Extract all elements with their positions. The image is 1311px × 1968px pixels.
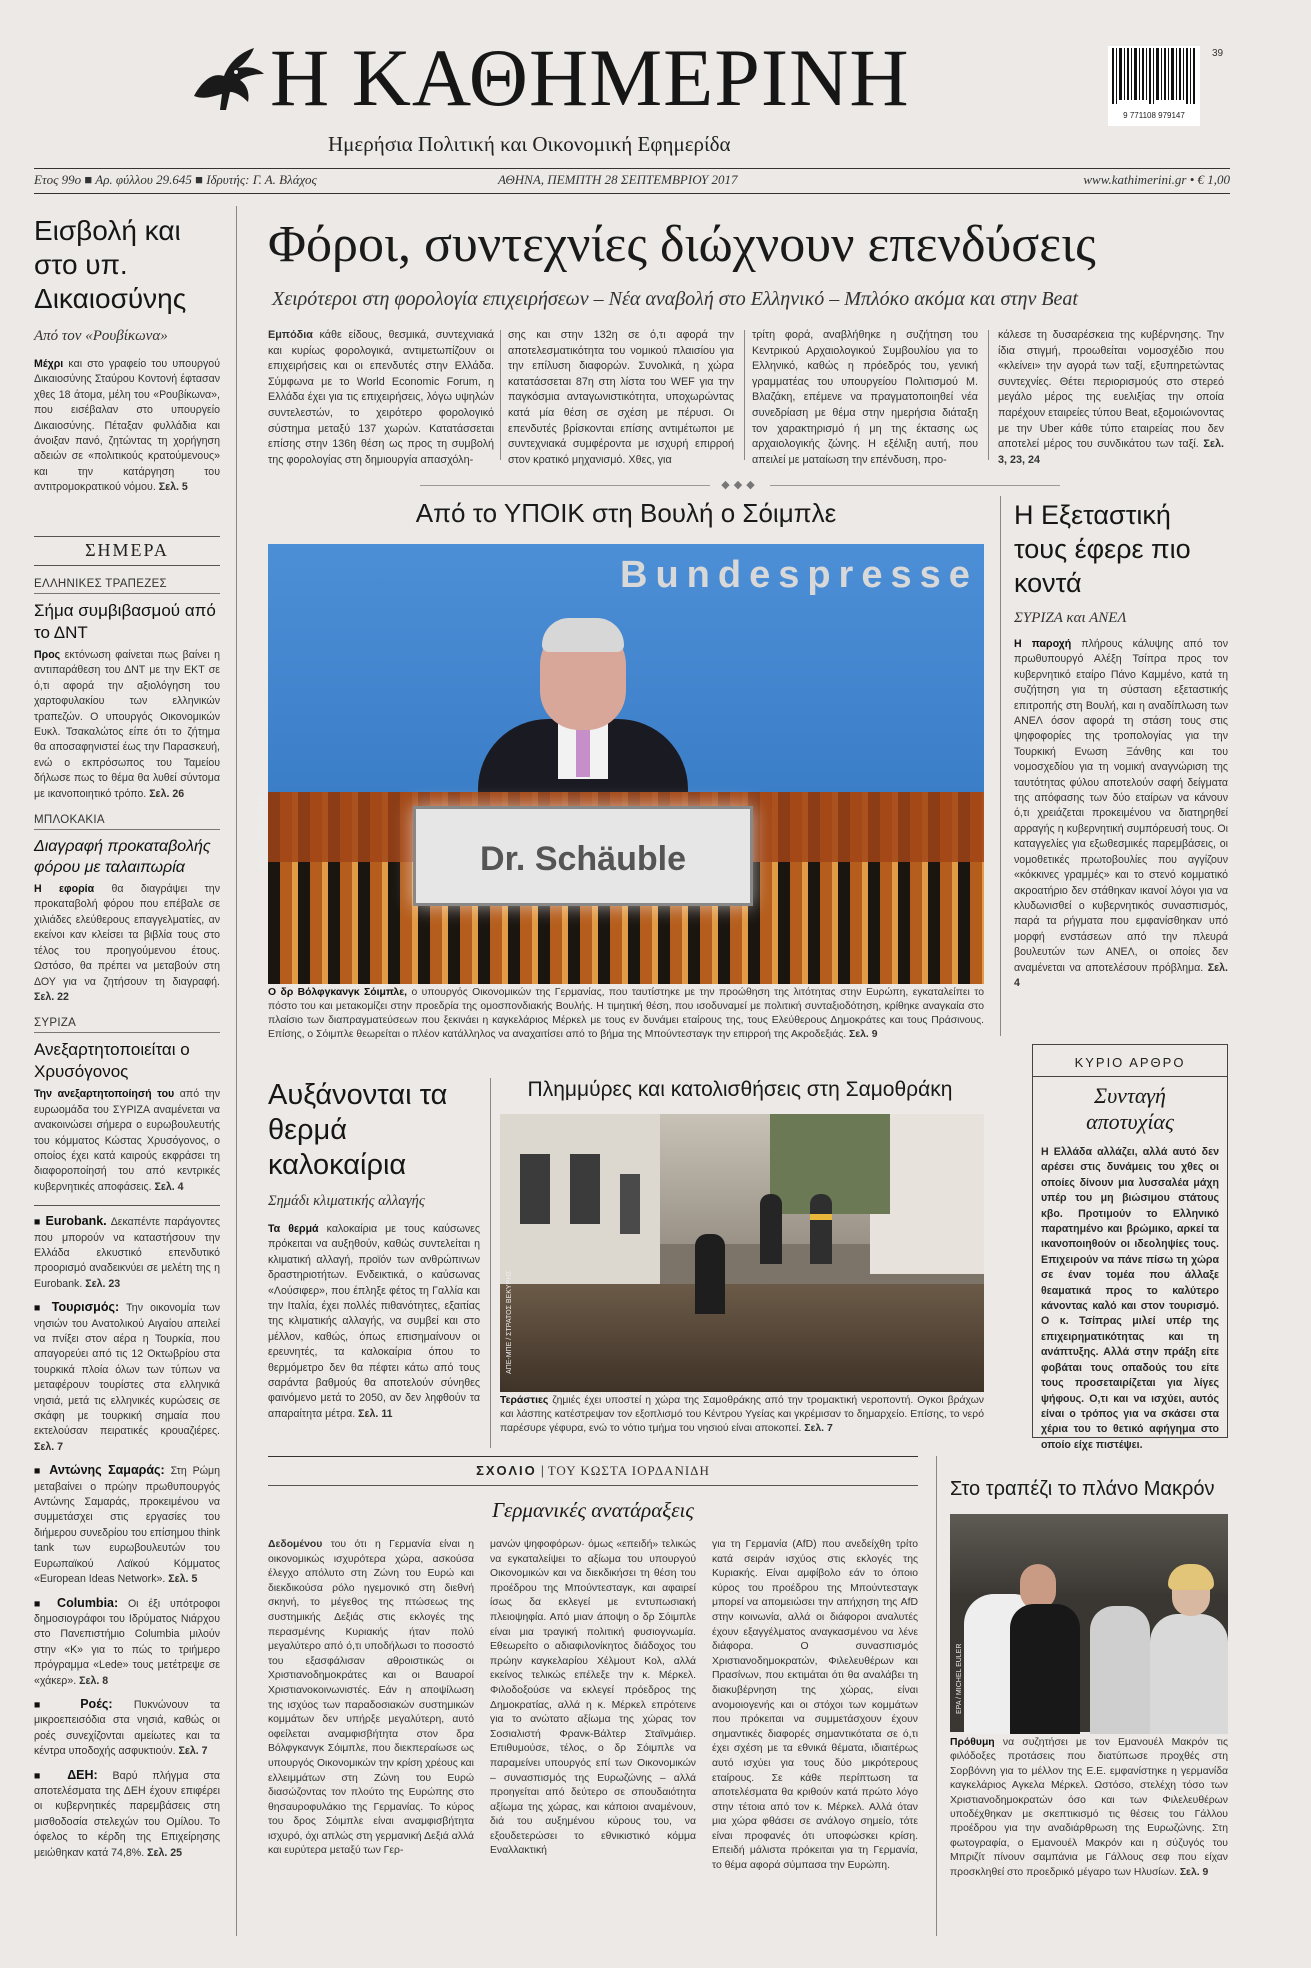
worker-figure [760, 1194, 782, 1264]
page-ref[interactable]: Σελ. 9 [848, 1029, 878, 1040]
left-column-divider [236, 206, 237, 1936]
editorial-title[interactable]: Συνταγή αποτυχίας [1086, 1083, 1174, 1134]
today-item-section: ΕΛΛΗΝΙΚΕΣ ΤΡΑΠΕΖΕΣ [34, 578, 220, 594]
macron-headline[interactable]: Στο τραπέζι το πλάνο Μακρόν [950, 1478, 1215, 1500]
bullet-item: ■ Eurobank. Δεκαπέντε παράγοντες που μπορούν να καταστήσουν την Ελλάδα ελκυστικό επενδυτικό προορισμό αναδεικνύει σε μελέτη της η Eurobank. Σελ. 23 [34, 1214, 220, 1290]
comment-col-3: για τη Γερμανία (AfD) που ανεδείχθη τρίτο κατά σειράν ισχύος στις εκλογές της Κυριακής. Είναι αμφίβολο εάν το όποιο κύρος του προέδρου της Μπούντεσταγκ μπορεί να απομειώσει την απήχηση της AfD στην κοινωνία, αλλά οι διάφοροι αναλυτές έχουν εξαγγέλματος αναγκασμένου να λένε διάφορα. Ο συνασπισμός Χριστιανοδημοκρατών, Φιλελευθέρων και Πρασίνων, που εκτιμάται ότι θα αναλάβει τη διακυβέρνηση της χώρας, είναι ανομοιογενής και οι στόχοι των κομμάτων που πρόκειται να συμμετάσχουν έχουν σημαντικές διαφορές σημαντικότατα σε ό,τι έχει σχέση με τα εθνικά θέματα, ιδιαιτέρως αυτό ισχύει για τους δύο μικρότερους εταίρους. Σε κάθε περίπτωση τα αποτελέσματα θα κριθούν κατά πρώτο λόγο στην τέτοια από τον κ. Μέρκελ. Αλλά όταν μια χώρα φθάσει σε ανάλογο σημείο, τότε είναι προφανές ότι υποφώσκει κρίση. Επειδή μάλιστα πρόκειται για τη Γερμανία, το θέμα αφορά σύμπασα την Ευρώπη. [712, 1539, 918, 1872]
lead-col-3: τρίτη φορά, αναβλήθηκε η συζήτηση του Κεντρικού Αρχαιολογικού Συμβουλίου για το Ελληνικό, καθώς η πρόεδρός του, γενική γραμματέας του υπουργείου Πολιτισμού Μ. Βλαζάκη, επέμενε να πραγματοποιηθεί νέα συνεδρίαση με θέμα στην ημερήσια διάταξη τον χαρακτηρισμό ή μη της έκτασης ως αρχαιολογικής ζώνης. Η εξέλιξη αυτή, που απειλεί με ματαίωση την επένδυση, προ- [752, 329, 978, 466]
page-ref[interactable]: Σελ. 11 [358, 1407, 393, 1420]
comment-rule-top [268, 1456, 918, 1457]
bullet-item: ■ Αντώνης Σαμαράς: Στη Ρώμη μεταβαίνει ο πρώην πρωθυπουργός Αντώνης Σαμαράς, προκειμένου να συμμετάσχει στις εργασίες του διήμερου συνεδρίου του επίσημου think tank των ευρωβουλευτών του Ευρωπαϊκού Λαϊκού Κόμματος «European Ideas Network». Σελ. 5 [34, 1463, 220, 1586]
col-divider [988, 330, 989, 460]
floods-headline[interactable]: Πλημμύρες και κατολισθήσεις στη Σαμοθράκη [527, 1078, 953, 1101]
page-ref[interactable]: Σελ. 7 [178, 1745, 208, 1758]
inquiry-headline[interactable]: Η Εξεταστική τους έφερε πιο κοντά [1014, 500, 1191, 598]
inquiry-story [1014, 498, 1228, 991]
comment-author: ΤΟΥ ΚΩΣΤΑ ΙΟΡΔΑΝΙΔΗ [547, 1463, 710, 1478]
today-items [34, 578, 220, 1869]
floods-caption: Τεράστιες ζημιές έχει υποστεί η χώρα της Σαμοθράκης από την τρομακτική νεροποντή. Ογκοι βράχων και λάσπης κατέστρεψαν τον εξοπλισμό του Κέντρου Υγείας και γκρέμισαν το δημαρχείο. Επίσης, το νερό παρέσυρε γέφυρα, ενώ το νότιο τμήμα του νησιού είναι αποκοπεί. Σελ. 7 [500, 1395, 984, 1434]
photo-credit: EPA / MICHEL EULER [956, 1643, 963, 1714]
photo-credit: ΑΠΕ-ΜΠΕ / ΣΤΡΑΤΟΣ ΒΕΚΥΡΗΣ [506, 1270, 513, 1374]
inquiry-body: Η παροχή πλήρους κάλυψης από τον πρωθυπουργό Αλέξη Τσίπρα προς τον κυβερνητικό εταίρο Πάνο Καμμένο, κατά τη συζήτηση για τη σύσταση εξεταστικής επιτροπής στη Βουλή, και η αναδίπλωση των ΑΝΕΛ όσον αφορά τη στάση τους στις ψηφοφορίες της τροπολογίας για την Τουρκική Ενωση Ξάνθης και του νομοσχεδίου για τη νομική αναγνώριση της ταυτότητας φύλου αποτελούν σαφή δείγματα της απόφασης των δύο εταίρων να κάνουν ό,τι χρειάζεται προκειμένου να διατηρηθεί αρραγής η κυβερνητική συμπόρευσή τους. Οι καταγγελίες για εξωθεσμικές παρεμβάσεις, οι νομοθετικές πρωτοβουλίες που αγγίζουν «κόκκινες γραμμές» και το στενό κομματικό ακροατήριο δεν στάθηκαν ικανοί λόγοι για να κλυδωνισθεί ο κυβερνητικός συνασπισμός, παρά τα ρήγματα που εμφανίσθηκαν υπό μορφή ενστάσεων από την πλευρά βουλευτών των ΑΝΕΛ, οι οποίες δεν αναμένεται να αποτελέσουν πρόβλημα. Σελ. 4 [1014, 638, 1228, 989]
website-price: www.kathimerini.gr • € 1,00 [1083, 172, 1230, 187]
comment-col-1: Δεδομένου του ότι η Γερμανία είναι η οικονομικώς ισχυρότερα χώρα, ασκούσα έλεγχο απόλυτο στη Ζώνη του Ευρώ και διεκδικούσα ρόλο ηγεμονικό στη διεθνή σκηνή, το μέγεθος της πτώσεως της συστημικής Δεξιάς στις εκλογές της περασμένης Κυριακής ήταν πολύ μεγαλύτερο από ό,τι υποδήλωσι το ποσοστό του εξασφάλισαν αθροιστικώς οι Χριστιανοδημοκράτες και οι Βαυαροί Χριστιανοκοινωνιστές. Εάν η αποψίλωση της ισχύος των παραδοσιακών συστημικών κομμάτων δεν υπήρξε μεγαλύτερη, αυτό οφείλεται αναμφισβήτητα στον δρα Βόλφγκανγκ Σόιμπλε, που διεκπεραίωσε ως υπουργός Οικονομικών την κρίση χρέους και ελλειμμάτων στη Ζώνη του Ευρώ διασώζοντας τον πλούτο της Ευρώπης στο θησαυροφυλάκιο της Γερμανίας. Το κύρος του δρος Σόιμπλε είναι αναμφισβήτητα ισχυρό, όχι απλώς στη γερμανική Δεξιά αλλά και ευρύτερα μεταξύ των Γερ- [268, 1539, 474, 1857]
heat-story [268, 1078, 480, 1422]
macron-photo[interactable] [950, 1514, 1228, 1732]
today-item-section: ΜΠΛΟΚΑΚΙΑ [34, 814, 220, 830]
left-top-headline[interactable]: Εισβολή και στο υπ. Δικαιοσύνης [34, 215, 187, 314]
issue-number: Αρ. φύλλου 29.645 [95, 172, 192, 187]
page-ref[interactable]: Σελ. 3, 23, 24 [998, 438, 1224, 466]
today-bullets [34, 1214, 220, 1861]
comment-title[interactable]: Γερμανικές ανατάραξεις [492, 1498, 694, 1522]
page-ref[interactable]: Σελ. 7 [804, 1423, 833, 1434]
today-bullets-rule [34, 1205, 220, 1206]
barcode-number: 9 771108 979147 [1123, 111, 1185, 120]
desk-nameplate: Dr. Schäuble [413, 806, 753, 906]
today-item-body: Η εφορία θα διαγράψει την προκαταβολή φόρου που επέβαλε σε χιλιάδες ελεύθερους επαγγελματίες, αν εκείνοι καν κλείσει τα βιβλία τους στο τέλος του προηγούμενου έτους. Ωστόσο, θα πρέπει να μεταβούν στη ΔΟΥ για να ζητήσουν τη διαγραφή. Σελ. 22 [34, 883, 220, 1003]
lead-headline[interactable]: Φόροι, συντεχνίες διώχνουν επενδύσεις [268, 216, 1096, 273]
page-ref[interactable]: Σελ. 4 [154, 1180, 184, 1193]
today-item-body: Προς εκτόνωση φαίνεται πως βαίνει η αντιπαράθεση του ΔΝΤ με την ΕΚΤ σε ό,τι αφορά την αξιολόγηση του χαρτοφυλακίου των ελληνικών τραπεζών. Ο υπουργός Οικονομικών Ευκλ. Τσακαλώτος είπε ότι το ζήτημα θα αποσαφηνιστεί έως την Παρασκευή, ενώ ο εκπρόσωπος του Ταμείου δήλωσε πως το θέμα θα λυθεί σύντομα με ικανοποιητικό τρόπο. Σελ. 26 [34, 649, 220, 800]
comment-label: ΣΧΟΛΙΟ [476, 1463, 537, 1478]
newspaper-subtitle: Ημερήσια Πολιτική και Οικονομική Εφημερίδα [328, 132, 731, 156]
page-ref[interactable]: Σελ. 9 [1179, 1866, 1209, 1878]
today-item-headline[interactable]: Διαγραφή προκαταβολής φόρου με ταλαιπωρία [34, 838, 211, 877]
bullet-item: ■ ΔΕΗ: Βαρύ πλήγμα στα αποτελέσματα της ΔΕΗ έχουν επιφέρει οι κυβερνητικές παρεμβάσεις στη μισθοδοσία στελεχών του Ομίλου. Το όφελος το κέρδη της Επιχείρησης μειώθηκαν κατά 74,8%. Σελ. 25 [34, 1767, 221, 1859]
lead-col-4: κάλεσε τη δυσαρέσκεια της κυβέρνησης. Την ίδια στιγμή, προωθείται νομοσχέδιο που «κλείνει» την αγορά των ταξί, εξυπηρετώντας συντεχνίες. Θέτει περιορισμούς στο στερεό μεγάλο μέρος της ευελιξίας την οποία παρέχουν εταιρείες τύπου Beat, εξομοιώνοντας με την Uber κάθε τύπο εταιρείας που δεν αποτελεί μέρος του συνδικάτου των ταξί. Σελ. 3, 23, 24 [998, 329, 1224, 466]
today-item-headline[interactable]: Σήμα συμβιβασμού από το ΔΝΤ [34, 601, 216, 642]
masthead-rule-bottom [34, 193, 1230, 194]
editorial-label: ΚΥΡΙΟ ΑΡΘΡΟ [1074, 1055, 1186, 1070]
person-figure [1010, 1604, 1080, 1734]
founder: Ιδρυτής: Γ. Α. Βλάχος [206, 172, 317, 187]
schauble-headline[interactable]: Από το ΥΠΟΙΚ στη Βουλή ο Σόιμπλε [415, 498, 837, 528]
person-figure [1090, 1606, 1150, 1734]
masthead-rule-top [34, 168, 1230, 169]
barcode [1108, 46, 1200, 126]
today-item [34, 1017, 220, 1195]
ornament-icon: ◆◆◆ [721, 479, 759, 491]
col-divider [744, 330, 745, 460]
mud-road [500, 1284, 984, 1392]
bullet-item: ■ Τουρισμός: Την οικονομία των νησιών του Ανατολικού Αιγαίου απειλεί να πνίξει στον αέρα η Τουρκία, που απαγορεύει από τις 12 Οκτωβρίου στα τουρκικά πλοία όλων των τύπων να μεταφέρουν τουρίστες στα ελληνικά νησιά, μετά τις ελληνικές κυρώσεις σε σκάφη με τουρκική σημαία που εκτελούσαν πειρατικές κρουαζιέρες. Σελ. 7 [34, 1300, 220, 1453]
newspaper-title: Η ΚΑΘΗΜΕΡΙΝΗ [270, 32, 910, 123]
schauble-photo[interactable] [258, 544, 984, 984]
page-ref[interactable]: Σελ. 5 [158, 481, 188, 494]
today-item-headline[interactable]: Ανεξαρτητοποιείται ο Χρυσόγονος [34, 1040, 190, 1082]
dateline-bar: Ετος 99ο ■ Αρ. φύλλου 29.645 ■ Ιδρυτής: Γ. Α. Βλάχος ΑΘΗΝΑ, ΠΕΜΠΤΗ 28 ΣΕΠΤΕΜΒΡΙΟΥ 2017 www.kathimerini.gr • € 1,00 [34, 172, 1230, 187]
today-label: ΣΗΜΕΡΑ [85, 540, 169, 560]
heat-byline: Σημάδι κλιματικής αλλαγής [268, 1193, 425, 1209]
person-figure [1150, 1614, 1228, 1734]
macron-body: Πρόθυμη να συζητήσει με τον Εμανουέλ Μακρόν τις φιλόδοξες προτάσεις που διατύπωσε προχθές στη Σορβόννη για το μέλλον της Ε.Ε. εμφανίστηκε η γερμανίδα καγκελάριος Αγκελα Μέρκελ. Ωστόσο, στελέχη τόσο των Χριστιανοδημοκρατών όσο και των Φιλελευθέρων υποδέχθηκαν με σκεπτικισμό τις θέσεις του Γάλλου προέδρου για την αναδιάρθρωση της Ευρωζώνης. Στη φωτογραφία, ο Εμανουέλ Μακρόν και η σύζυγός του Μπριζίτ πίνουν σαμπάνια με Γάλλους σεφ που είχαν προσκληθεί στο προεδρικό μέγαρο των Ηλυσίων. Σελ. 9 [950, 1737, 1228, 1878]
bullet-item: ■ Columbia: Οι έξι υπότροφοι δημοσιογράφοι του Ιδρύματος Νιάρχου στο Πανεπιστήμιο Columbia μιλούν στην «Κ» για το πώς το τριήμερο πρόγραμμα «Lede» τους μετέτρεψε σε «χάκερ». Σελ. 8 [34, 1595, 221, 1687]
page-ref[interactable]: Σελ. 25 [147, 1846, 183, 1859]
page-ref[interactable]: Σελ. 8 [79, 1674, 109, 1687]
page-ref[interactable]: Σελ. 7 [34, 1440, 64, 1453]
page-ref[interactable]: Σελ. 23 [85, 1277, 121, 1290]
comment-header: ΣΧΟΛΙΟ | ΤΟΥ ΚΩΣΤΑ ΙΟΡΔΑΝΙΔΗ [476, 1463, 710, 1478]
ornament-divider [420, 478, 1060, 492]
website-link[interactable]: www.kathimerini.gr [1083, 172, 1187, 187]
worker-figure [695, 1234, 725, 1314]
inquiry-byline: ΣΥΡΙΖΑ και ΑΝΕΛ [1014, 610, 1127, 626]
today-rule-top [34, 536, 220, 537]
col-divider [500, 330, 501, 460]
editorial-body: Η Ελλάδα αλλάζει, αλλά αυτό δεν αρέσει στις δυνάμεις του χθες οι οποίες δίνουν μια λυσσαλέα μάχη υπέρ του μη βιώσιμου στάτους κβο. Προτιμούν το Ελληνικό παρατημένο και βρώμικο, αρκεί τα ικανοποιηθούν οι ιδεοληψίες τους. Επιχειρούν να πάνε πίσω τη χώρα σε έναν τομέα που άλλαξε θεαματικά προς το καλύτερο κάνοντας καλό και στον τουρισμό. Ο κ. Τσίπρας μιλεί υπέρ της επιχειρηματικότητας και τη ανάπτυξης. Αλλά στην πράξη είτε φοβάται τους οπαδούς του είτε τους προσεταιρίζεται για λίγες ψήφους. Ο,τι και να ισχύει, αυτός είναι ο τρόπος για να σκάσει στα χέρια του το θετικό αφήγημα στο οποίο είχε πιστέψει. [1041, 1146, 1219, 1451]
today-item-body: Την ανεξαρτητοποίησή του από την ευρωομάδα του ΣΥΡΙΖΑ αναμένεται να ανακοινώσει σήμερα ο ευρωβουλευτής του κόμματος Κώστας Χρυσόγονος, ο οποίος έχει κατά καιρούς εκφράσει τη διαφοροποίησή του από κεντρικές κυβερνητικές αποφάσεις. Σελ. 4 [34, 1088, 220, 1193]
left-top-story [34, 214, 220, 496]
col-divider [936, 1456, 937, 1936]
floods-photo[interactable] [500, 1114, 984, 1392]
page-ref[interactable]: Σελ. 5 [168, 1573, 198, 1586]
price: € 1,00 [1197, 172, 1230, 187]
col-divider [490, 1078, 491, 1448]
heat-body: Τα θερμά καλοκαίρια με τους καύσωνες πρόκειται να αυξηθούν, καθώς συντελείται η κλιματική αλλαγή, προϊόν των ανθρώπινων δραστηριοτήτων. Ενδεικτικά, ο καύσωνας «Λούσιφερ», που έπληξε φέτος τη Γαλλία και την Ιταλία, έχει πολλές πιθανότητες, εξαιτίας της κλιματικής αλλαγής, να συμβεί και στο μέλλον, καθώς, όπως επισημαίνουν οι ερευνητές, τα καλοκαίρια όπου το θερμόμετρο δεν θα πέφτει κάτω από τους σαράντα βαθμούς θα αποτελούν σύνηθες φαινόμενο μετά το 2050, αν δεν ληφθούν τα απαραίτητα μέτρα. Σελ. 11 [268, 1223, 480, 1420]
right-column-divider [1000, 496, 1001, 1036]
left-top-body: Μέχρι και στο γραφείο του υπουργού Δικαιοσύνης Σταύρου Κοντονή έφτασαν χθες 18 άτομα, μέλη του «Ρουβίκωνα», που εισέβαλαν στο υπουργείο Δικαιοσύνης. Πέταξαν φυλλάδια και άνοιξαν πανό, ζητώντας τη χορήγηση αδειών σε «πολιτικούς κρατούμενους» και την κατάργηση του αντιτρομοκρατικού νόμου. Σελ. 5 [34, 358, 220, 494]
lead-col-1: Εμπόδια κάθε είδους, θεσμικά, συντεχνιακά και κυρίως φορολογικά, αντιμετωπίζουν οι επιχειρήσεις και οι επενδυτές στην Ελλάδα. Σύμφωνα με το World Economic Forum, η Ελλάδα έχει για τις επιχειρήσεις, λόγω υψηλών συντελεστών, το χειρότερο φορολογικό σύστημα μεταξύ 137 χωρών. Κατατάσσεται επίσης στην 136η θέση ως προς τη συμβολή της φορολογίας στη δημιουργία απασχόλη- [268, 329, 494, 466]
lead-col-2: σης και στην 132η σε ό,τι αφορά την αποτελεσματικότητα του νομικού πλαισίου για την επίλυση διαφορών. Συνολικά, η χώρα κατατάσσεται 87η στη λίστα του WEF για την παγκόσμια ανταγωνιστικότητα, υποχωρώντας κατά μία θέση σε σχέση με πέρυσι. Οι επενδυτές βρίσκονται επίσης αντιμέτωποι με συντεχνιακά συμφέροντα με ισχυρή επιρροή στον κρατικό μηχανισμό. Χθες, για [508, 329, 734, 466]
heat-headline[interactable]: Αυξάνονται τα θερμά καλοκαίρια [268, 1079, 448, 1181]
left-top-byline: Από τον «Ρουβίκωνα» [34, 328, 168, 344]
photo-credit: EPA / CLEMENS BILAN [258, 795, 265, 870]
today-item-section: ΣΥΡΙΖΑ [34, 1017, 220, 1033]
year: Ετος 99ο [34, 172, 82, 187]
barcode-issue-number: 39 [1212, 48, 1224, 59]
page-ref[interactable]: Σελ. 26 [149, 787, 185, 800]
editorial-box [1032, 1044, 1228, 1451]
bullet-item: ■ Ροές: Πυκνώνουν τα μικροεπεισόδια στα νησιά, καθώς οι ροές συνεχίζονται αμείωτες και τα κέντρα υποδοχής ασφυκτιούν. Σελ. 7 [34, 1696, 221, 1758]
page-ref[interactable]: Σελ. 22 [34, 990, 69, 1003]
issue-date: ΑΘΗΝΑ, ΠΕΜΠΤΗ 28 ΣΕΠΤΕΜΒΡΙΟΥ 2017 [498, 172, 738, 187]
today-rule-bottom [34, 565, 220, 566]
masthead [0, 0, 1311, 200]
today-item [34, 814, 220, 1005]
today-item [34, 578, 220, 802]
worker-figure [810, 1194, 832, 1264]
comment-col-2: μανών ψηφοφόρων· όμως «επειδή» τελικώς να εγκαταλείψει το αξίωμα του υπουργού Οικονομικών και να διεκδικήσει τη θέση του προέδρου της Μπούντεσταγκ, και αφαιρεί ίσως δα εκλεγεί με εντυπωσιακή πλειοψηφία. Από μιαν άποψη ο δρ Σόιμπλε είναι μια τραγική πολιτική φυσιογνωμία. Εθεωρείτο ο αδιαφιλονίκητος διάδοχος του πρώην καγκελαρίου Χέλμουτ Κολ, αλλά εκείνος τελικώς επέλεξε την κ. Μέρκελ. Φιλοδοξούσε να εκλεγεί πρόεδρος της Δημοκρατίας, αλλά η κ. Μέρκελ επρότεινε για το ανώτατο αξίωμα της χώρας τον Σοσιαλιστή Φρανκ-Βάλτερ Σταϊνμάιερ. Επιθυμούσε, τέλος, ο δρ Σόιμπλε να παραμείνει υπουργός επί των Οικονομικών – συνασπισμός της Ευρωζώνης – αλλά προηγείται από δεύτερο σε σπουδαιότητα αξίωμα της χώρας, και κάποιοι αναμένουν, διά του αυξημένου κύρους του, να εξουδετερώσει το εθνικιστικό κόμμα Εναλλακτική [490, 1539, 696, 1857]
schauble-caption: Ο δρ Βόλφγκανγκ Σόιμπλε, ο υπουργός Οικονομικών της Γερμανίας, που ταυτίστηκε με την προώθηση της λιτότητας στην Ευρώπη, εγκαταλείπει το πόστο του και μετακομίζει στην προεδρία της ομοσπονδιακής Βουλής. Η τιμητική θέση, που ισοδυναμεί με πολιτική συνταξιοδότηση, κρίθηκε αναγκαία στο πλαίσιο των διαπραγματεύσεων που ξεκινάει η καγκελάριος Μέρκελ με τους εν δυνάμει εταίρους της, τους Ελεύθερους Δημοκράτες και τους Πράσινους. Επίσης, ο Σόιμπλε θεωρείται ο πλέον κατάλληλος να αναχαιτίσει από το βήμα της Μπούντεσταγκ την επιρροή της Ακροδεξιάς. Σελ. 9 [268, 987, 984, 1040]
griffin-logo-icon [184, 38, 270, 124]
page-ref[interactable]: Σελ. 4 [1014, 961, 1228, 989]
lead-subhead: Χειρότεροι στη φορολογία επιχειρήσεων – Νέα αναβολή στο Ελληνικό – Μπλόκο ακόμα και στην Beat [272, 288, 1078, 310]
comment-rule-mid [268, 1485, 918, 1486]
photo-backdrop-sign: Bundespresse [620, 554, 978, 596]
